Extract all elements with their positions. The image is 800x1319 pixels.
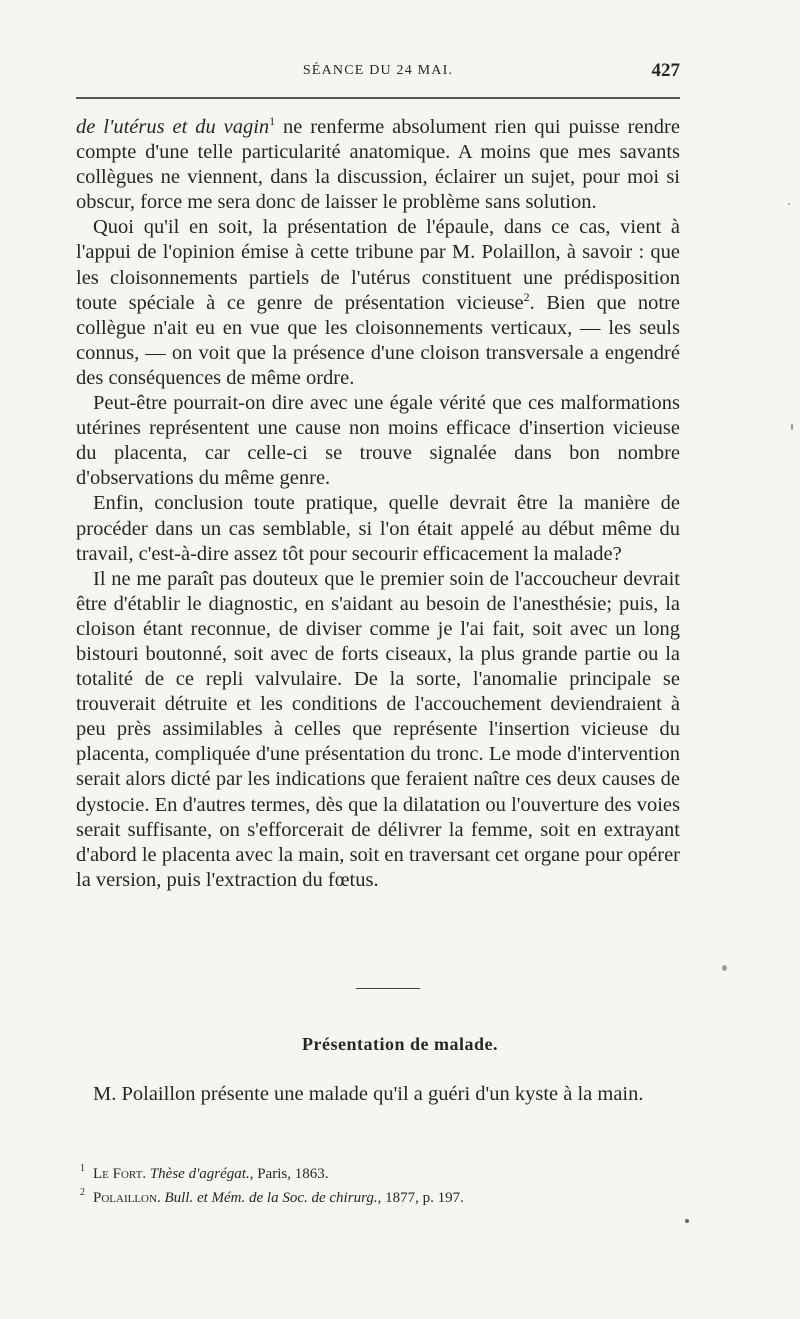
footnote-2-rest: , 1877, p. 197. <box>377 1190 464 1206</box>
page-number: 427 <box>651 60 680 81</box>
paragraph-1-italic: de l'utérus et du vagin <box>76 116 270 138</box>
footnote-2-title: Bull. et Mém. de la Soc. de chirurg. <box>164 1190 378 1206</box>
footnote-1: 1 Le Fort. Thèse d'agrégat., Paris, 1863. <box>76 1162 680 1186</box>
paragraph-3: Peut-être pourrait-on dire avec une égale vérité que ces malformations utérines représentent une cause non moins efficace d'insertion vicieuse du placenta, car celle-ci se trouve signalée dans bon nombre d'observations du même genre. <box>76 392 680 490</box>
footnote-1-rest: , Paris, 1863. <box>249 1166 329 1182</box>
section-title: Présentation de malade. <box>302 1034 498 1054</box>
body-text <box>76 115 680 893</box>
paragraph-1-text: ne renferme absolument rien qui puisse rendre compte d'une telle particularité anatomique. A moins que mes savants collègues ne viennent, dans la discussion, éclairer un sujet, pour moi si obscur, force me sera donc de laisser le problème sans solution. <box>76 116 680 214</box>
paragraph-2 <box>76 215 680 391</box>
footnote-ref-2: 2 <box>523 289 530 304</box>
paragraph-2-text: Quoi qu'il en soit, la présentation de l'épaule, dans ce cas, vient à l'appui de l'opinion émise à cette tribune par M. Polaillon, à savoir : que les cloisonnements partiels de l'utérus constituent une prédisposition toute spéciale à ce genre de présentation vicieuse <box>76 216 680 314</box>
footnote-1-title: Thèse d'agrégat. <box>149 1166 250 1182</box>
paper-speck <box>791 424 793 430</box>
paragraph-1 <box>76 115 680 215</box>
paragraph-4: Enfin, conclusion toute pratique, quelle devrait être la manière de procéder dans un cas semblable, si l'on était appelé au début même du travail, c'est-à-dire assez tôt pour secourir efficacement la malade? <box>76 492 680 565</box>
paper-speck <box>722 965 727 971</box>
footnote-ref-1: 1 <box>269 114 276 128</box>
paragraph-2-text-after: . Bien que notre collègue n'ait eu en vue que les cloisonnements verticaux, — les seuls connus, — on voit que la présence d'une cloison transversale a engendré des conséquences de même ordre. <box>76 291 680 389</box>
running-head-title: SÉANCE DU 24 MAI. <box>302 63 454 78</box>
paper-speck <box>685 1219 689 1223</box>
footnote-1-mark: 1 <box>80 1163 85 1174</box>
section-text <box>76 1081 680 1107</box>
paragraph-5: Il ne me paraît pas douteux que le premier soin de l'accoucheur devrait être d'établir le diagnostic, en s'aidant au besoin de l'anesthésie; puis, la cloison étant reconnue, de diviser comme je l'ai fait, soit avec un long bistouri boutonné, soit avec de forts ciseaux, la plus grande partie ou la totalité de ce repli valvulaire. De la sorte, l'anomalie principale se trouverait détruite et les conditions de l'accouchement deviendraient à peu près assimilables à celles que représente l'insertion vicieuse du placenta, compliquée d'une présentation du tronc. Le mode d'intervention serait alors dicté par les indications que feraient naître ces deux causes de dystocie. En d'autres termes, dès que la dilatation ou l'ouverture des voies serait suffisante, on s'efforcerait de délivrer la femme, soit en extrayant d'abord le placenta avec la main, soit en traversant cet organe pour opérer la version, puis l'extraction du fœtus. <box>76 567 680 891</box>
section-divider <box>356 988 420 989</box>
section-paragraph: M. Polaillon présente une malade qu'il a guéri d'un kyste à la main. <box>93 1083 644 1105</box>
header-rule <box>76 97 680 99</box>
footnotes <box>76 1162 680 1210</box>
footnote-2: 2 Polaillon. Bull. et Mém. de la Soc. de chirurg., 1877, p. 197. <box>76 1186 680 1210</box>
paper-speck <box>788 203 790 205</box>
running-head <box>76 60 680 82</box>
footnote-2-mark: 2 <box>80 1187 85 1198</box>
footnote-1-author: Le Fort <box>93 1166 143 1182</box>
footnote-2-author: Polaillon <box>93 1190 157 1206</box>
